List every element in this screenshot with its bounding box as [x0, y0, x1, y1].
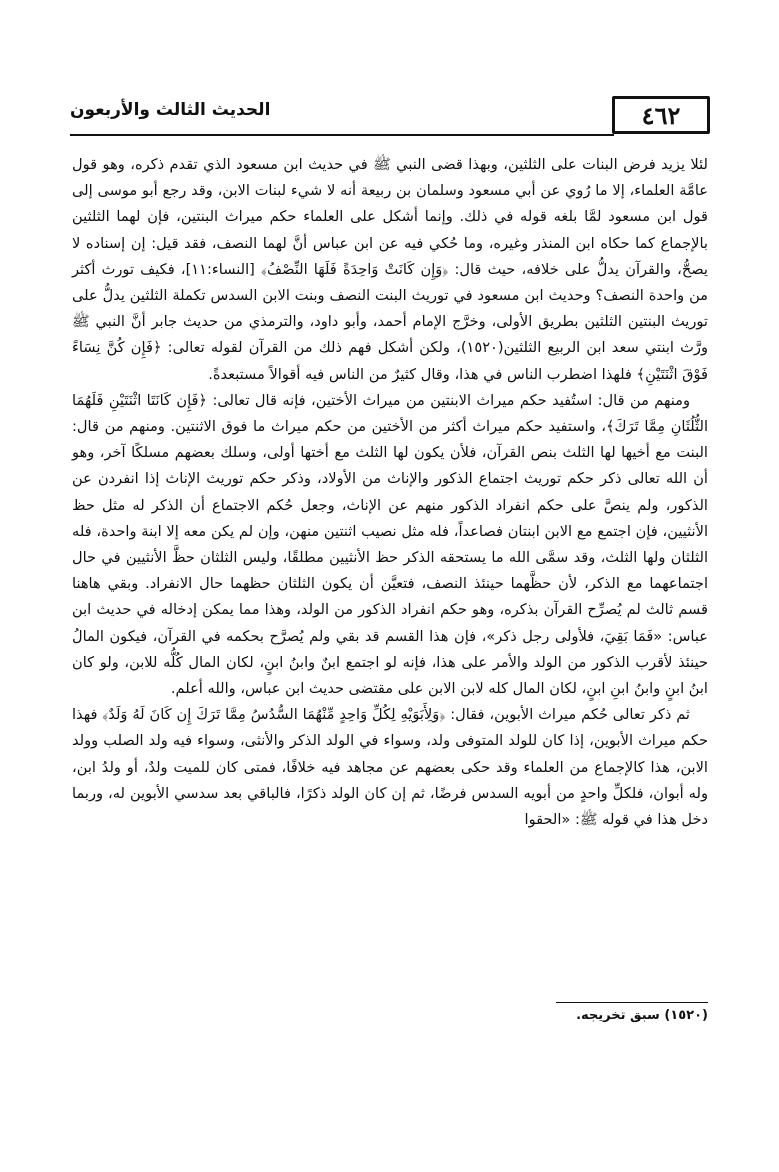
paragraph: ثم ذكر تعالى حُكم ميراث الأبوين، فقال: ﴿وَلِأَبَوَيْهِ لِكُلِّ وَاحِدٍ مِّنْهُمَا السُّدُسُ مِمَّا تَرَكَ إِن كَانَ لَهُ وَلَدٌ﴾ فهذا حكم ميراث الأبوين، إذا كان للولد المتوفى ولد، وسواء في الولد الذكر والأنثى، وسواء فيه ولد الصلب وولد الابن، هذا كالإجماع من العلماء وقد حكى بعضهم عن مجاهد فيه خلافًا، فمتى كان للميت ولدٌ، أو ولدُ ابن، وله أبوان، فلكلِّ واحدٍ من أبويه السدس فرضًا، ثم إن كان الولد ذكرًا، فالباقي بعد سدسي الأبوين له، وربما دخل هذا في قوله ﷺ: «الحقوا [72, 706, 708, 829]
page-header [70, 96, 710, 136]
footnote-rule [556, 1002, 708, 1003]
footnote: (١٥٢٠) سبق تخريجه. [576, 1008, 708, 1023]
page-number: ٤٦٢ [612, 96, 710, 134]
paragraph: لئلا يزيد فرض البنات على الثلثين، وبهذا قضى النبي ﷺ في حديث ابن مسعود الذي تقدم ذكره، وهو قول عامَّة العلماء، إلا ما رُوي عن أبي مسعود وسلمان بن ربيعة أنه لا شيء لبنات الابن، وقد رجع أبو موسى إلى قول ابن مسعود لمَّا بلغه قوله في ذلك. وإنما أشكل على العلماء حكم ميراث البنتين، فإن لهما الثلثين بالإجماع كما حكاه ابن المنذر وغيره، وما حُكي فيه عن ابن عباس أنَّ لهما النصف، فقد قيل: إن إسناده لا يصحُّ، والقرآن يدلُّ على خلافه، حيث قال: ﴿وَإِن كَانَتْ وَاحِدَةً فَلَهَا النِّصْفُ﴾ [النساء:١١]، فكيف تورث أكثر من واحدة النصف؟ وحديث ابن مسعود في توريث البنت النصف وبنت الابن السدس تكملة الثلثين يدلُّ على توريث البنتين الثلثين بطريق الأولى، وخرَّج الإمام أحمد، وأبو داود، والترمذي من حديث جابر أنَّ النبي ﷺ ورَّث ابنتي سعد ابن الربيع الثلثين(١٥٢٠)، ولكن أشكل فهم ذلك من القرآن لقوله تعالى: ﴿فَإِن كُنَّ نِسَاءً فَوْقَ اثْنَتَيْنِ﴾ فلهذا اضطرب الناس في هذا، وقال كثيرٌ من الناس فيه أقوالاً مستبعدةً. [72, 156, 708, 383]
body-text [72, 152, 708, 833]
running-title: الحديث الثالث والأربعون [70, 100, 271, 120]
header-rule [70, 134, 614, 136]
paragraph: ومنهم من قال: استُفيد حكم ميراث الابنتين من ميراث الأختين، فإنه قال تعالى: ﴿فَإِن كَانَتَا اثْنَتَيْنِ فَلَهُمَا الثُّلُثَانِ مِمَّا تَرَكَ﴾، واستفيد حكم ميراث أكثر من الأختين من حكم ميراث ما فوق الاثنتين. ومنهم من قال: البنت مع أخيها لها الثلث بنص القرآن، فلأن يكون لها الثلث مع أختها أولى، وسلك بعضهم مسلكًا آخر، وهو أن الله تعالى ذكر حكم توريث اجتماع الذكور والإناث من الأولاد، وذكر حكم توريث الإناث إذا انفردن عن الذكور، ولم ينصَّ على حكم انفراد الذكور منهم عن الإناث، وجعل حُكم الاجتماع أن الذكر له مثل حظ الأنثيين، فإن اجتمع مع الابن ابنتان فصاعداً، فله مثل نصيب اثنتين منهن، وإن لم يكن معه إلا ابنة واحدة، فله الثلثان ولها الثلث، وقد سمَّى الله ما يستحقه الذكر حظ الأنثيين مطلقًا، وليس الثلثان حظَّ الأنثيين في حال اجتماعهما مع الذكر، لأن حظَّهما حينئذ النصف، فتعيَّن أن يكون الثلثان حظهما حال الانفراد. وبقي هاهنا قسم ثالث لم يُصرِّح القرآن بذكره، وهو حكم انفراد الذكور من الولد، وهذا مما يمكن إدخاله في حديث ابن عباس: «فَمَا بَقِيَ، فلأولى رجل ذكر»، فإن هذا القسم قد بقي ولم يُصرَّح بحكمه في القرآن، فيكون المالُ حينئذ لأقرب الذكور من الولد والأمر على هذا، فإنه لو اجتمع ابنٌ وابنُ ابنٍ، لكان المال كُلُّه للابن، ولو كان ابنُ ابنٍ وابنُ ابنِ ابنٍ، لكان المال كله لابن الابن على مقتضى حديث ابن عباس، والله أعلم. [72, 391, 708, 698]
